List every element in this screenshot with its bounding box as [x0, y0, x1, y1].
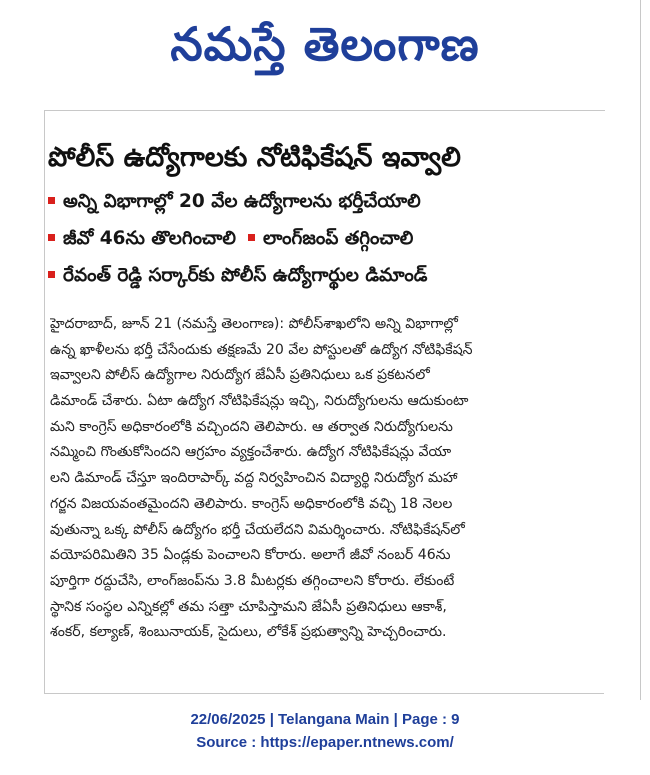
article-clipping — [44, 110, 605, 694]
body-line: వయోపరిమితిని 35 ఏండ్లకు పెంచాలని కోరారు. అలాగే జీవో నంబర్ 46ను — [50, 547, 451, 564]
clip-border-right — [640, 0, 641, 700]
body-line: లని డిమాండ్ చేస్తూ ఇందిరాపార్క్ వద్ద నిర్వహించిన విద్యార్థి నిరుద్యోగ మహా — [50, 470, 458, 487]
footer-source-link[interactable]: Source : https://epaper.ntnews.com/ — [196, 734, 454, 751]
page-footer — [0, 708, 650, 754]
body-line: డిమాండ్ చేశారు. ఏటా ఉద్యోగ నోటిఫికేషన్లు ఇచ్చి, నిరుద్యోగులను ఆదుకుంటా — [50, 393, 469, 410]
clip-border-bottom — [44, 693, 604, 694]
footer-edition-info: 22/06/2025 | Telangana Main | Page : 9 — [190, 711, 460, 728]
body-line: పూర్తిగా రద్దుచేసి, లాంగ్‌జంప్‌ను 3.8 మీటర్లకు తగ్గించాలని కోరారు. లేకుంటే — [50, 572, 455, 589]
body-line: నమ్మించి గొంతుకోసిందని ఆగ్రహం వ్యక్తంచేశారు. ఉద్యోగ నోటిఫికేషన్లు వేయా — [50, 444, 452, 461]
subhead-line-2 — [48, 220, 600, 257]
body-line: ఉన్న ఖాళీలను భర్తీ చేసేందుకు తక్షణమే 20 వేల పోస్టులతో ఉద్యోగ నోటిఫికేషన్ — [50, 341, 473, 358]
subhead-text: అన్ని విభాగాల్లో 20 వేల ఉద్యోగాలను భర్తీచేయాలి — [63, 191, 421, 212]
body-line: స్థానిక సంస్థల ఎన్నికల్లో తమ సత్తా చూపిస్తామని జేఏసీ ప్రతినిధులు ఆకాశ్, — [50, 598, 447, 615]
body-line: హైదరాబాద్, జూన్ 21 (నమస్తే తెలంగాణ): పోలీస్‌శాఖలోని అన్ని విభాగాల్లో — [50, 316, 458, 332]
subhead-text: జీవో 46ను తొలగించాలి — [63, 228, 236, 249]
subhead-text: లాంగ్‌జంప్ తగ్గించాలి — [262, 228, 414, 249]
body-line: మని కాంగ్రెస్ అధికారంలోకి వచ్చిందని తెలిపారు. ఆ తర్వాత నిరుద్యోగులను — [50, 418, 453, 435]
body-line: ఇవ్వాలని పోలీస్ ఉద్యోగాల నిరుద్యోగ జేఏసీ ప్రతినిధులు ఒక ప్రకటనలో — [50, 367, 430, 384]
subhead-line-1 — [48, 183, 600, 220]
subhead-text: రేవంత్ రెడ్డి సర్కార్‌కు పోలీస్ ఉద్యోగార్థుల డిమాండ్ — [63, 265, 428, 286]
body-line: గర్జన విజయవంతమైందని తెలిపారు. కాంగ్రెస్ అధికారంలోకి వచ్చి 18 నెలల — [50, 495, 453, 512]
bullet-icon — [248, 234, 255, 241]
article-body — [50, 312, 593, 646]
subhead-line-3 — [48, 257, 600, 294]
bullet-icon — [48, 234, 55, 241]
body-line: శంకర్, కల్యాణ్, శింబునాయక్, సైదులు, లోకేశ్ ప్రభుత్వాన్ని హెచ్చరించారు. — [50, 624, 447, 641]
article-subheads — [48, 183, 600, 294]
bullet-icon — [48, 271, 55, 278]
newspaper-masthead: నమస్తే తెలంగాణ — [170, 17, 480, 71]
article-headline: పోలీస్ ఉద్యోగాలకు నోటిఫికేషన్ ఇవ్వాలి — [48, 142, 461, 173]
body-line: వుతున్నా ఒక్క పోలీస్ ఉద్యోగం భర్తీ చేయలేదని విమర్శించారు. నోటిఫికేషన్‌లో — [50, 521, 465, 538]
bullet-icon — [48, 197, 55, 204]
